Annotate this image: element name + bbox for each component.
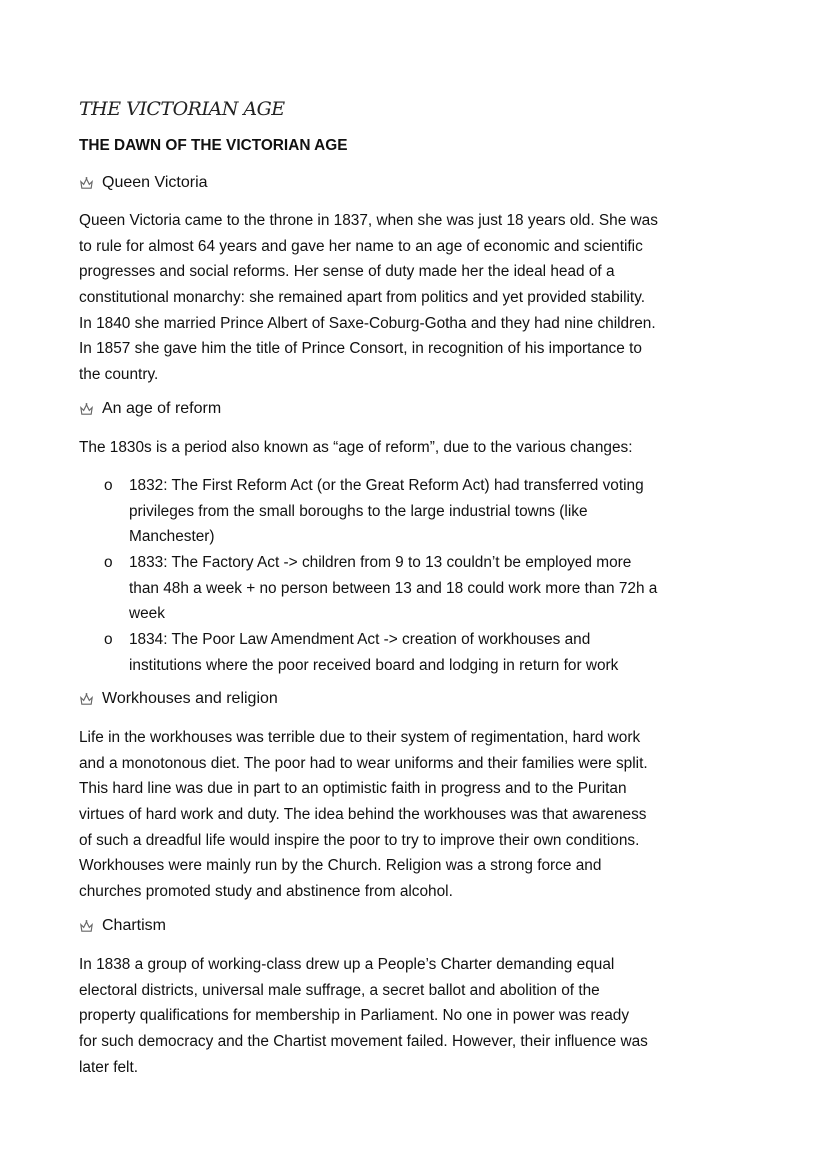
text-line: to rule for almost 64 years and gave her name to an age of economic and scientific bbox=[79, 237, 643, 255]
crown-icon bbox=[79, 919, 94, 934]
text-line: week bbox=[129, 605, 165, 623]
text-line: Life in the workhouses was terrible due to their system of regimentation, hard work bbox=[79, 729, 641, 746]
text-line: In 1838 a group of working-class drew up a People’s Charter demanding equal bbox=[79, 956, 615, 973]
text-line: virtues of hard work and duty. The idea behind the workhouses was that awareness bbox=[79, 806, 647, 824]
text-line: electoral districts, universal male suffrage, a secret ballot and abolition of the bbox=[79, 981, 600, 999]
text-line: than 48h a week + no person between 13 and 18 could work more than 72h a bbox=[129, 579, 658, 597]
subheading-age-of-reform bbox=[79, 400, 221, 418]
subheading-chartism bbox=[79, 917, 166, 935]
paragraph-reform-intro bbox=[79, 435, 633, 461]
text-line: the country. bbox=[79, 366, 159, 384]
text-line: churches promoted study and abstinence from alcohol. bbox=[79, 883, 453, 901]
subheading-workhouses bbox=[79, 690, 278, 708]
document-title: THE VICTORIAN AGE bbox=[79, 98, 285, 120]
text-line: and a monotonous diet. The poor had to wear uniforms and their families were split. bbox=[79, 754, 648, 772]
text-line: privileges from the small boroughs to the large industrial towns (like bbox=[129, 502, 588, 520]
list-item bbox=[79, 550, 657, 627]
text-line: Queen Victoria came to the throne in 1837, when she was just 18 years old. She was bbox=[79, 212, 658, 229]
text-line: for such democracy and the Chartist movement failed. However, their influence was bbox=[79, 1033, 648, 1051]
section-heading: THE DAWN OF THE VICTORIAN AGE bbox=[79, 137, 348, 154]
subheading-text: Chartism bbox=[102, 917, 167, 934]
text-line: Manchester) bbox=[129, 528, 215, 546]
text-line: of such a dreadful life would inspire the poor to try to improve their own conditions. bbox=[79, 831, 640, 849]
subheading-text: An age of reform bbox=[102, 400, 222, 417]
reform-list bbox=[79, 473, 657, 679]
bullet-icon: o bbox=[104, 554, 113, 572]
paragraph-workhouses bbox=[79, 725, 648, 905]
text-line: 1832: The First Reform Act (or the Great Reform Act) had transferred voting bbox=[129, 477, 644, 494]
paragraph-chartism bbox=[79, 952, 648, 1080]
text-line: Workhouses were mainly run by the Church. Religion was a strong force and bbox=[79, 857, 602, 875]
subheading-text: Workhouses and religion bbox=[102, 690, 278, 707]
subheading-text: Queen Victoria bbox=[102, 174, 208, 191]
text-line: institutions where the poor received board and lodging in return for work bbox=[129, 656, 619, 674]
text-line: progresses and social reforms. Her sense of duty made her the ideal head of a bbox=[79, 263, 615, 281]
text-line: property qualifications for membership in Parliament. No one in power was ready bbox=[79, 1007, 630, 1025]
text-line: 1833: The Factory Act -> children from 9 to 13 couldn’t be employed more bbox=[129, 554, 632, 572]
list-item bbox=[79, 627, 657, 678]
bullet-icon: o bbox=[104, 631, 113, 649]
text-line: constitutional monarchy: she remained apart from politics and yet provided stability. bbox=[79, 289, 646, 307]
crown-icon bbox=[79, 402, 94, 417]
paragraph-queen-victoria bbox=[79, 208, 658, 388]
text-line: This hard line was due in part to an optimistic faith in progress and to the Puritan bbox=[79, 780, 627, 798]
text-line: later felt. bbox=[79, 1058, 139, 1076]
text-line: In 1840 she married Prince Albert of Saxe-Coburg-Gotha and they had nine children. bbox=[79, 314, 656, 332]
text-line: 1834: The Poor Law Amendment Act -> creation of workhouses and bbox=[129, 631, 591, 649]
subheading-queen-victoria bbox=[79, 174, 208, 192]
text-line: In 1857 she gave him the title of Prince Consort, in recognition of his importance to bbox=[79, 340, 642, 358]
text-line: The 1830s is a period also known as “age of reform”, due to the various changes: bbox=[79, 439, 633, 456]
crown-icon bbox=[79, 176, 94, 191]
bullet-icon: o bbox=[104, 477, 113, 494]
crown-icon bbox=[79, 692, 94, 707]
list-item bbox=[79, 473, 657, 550]
